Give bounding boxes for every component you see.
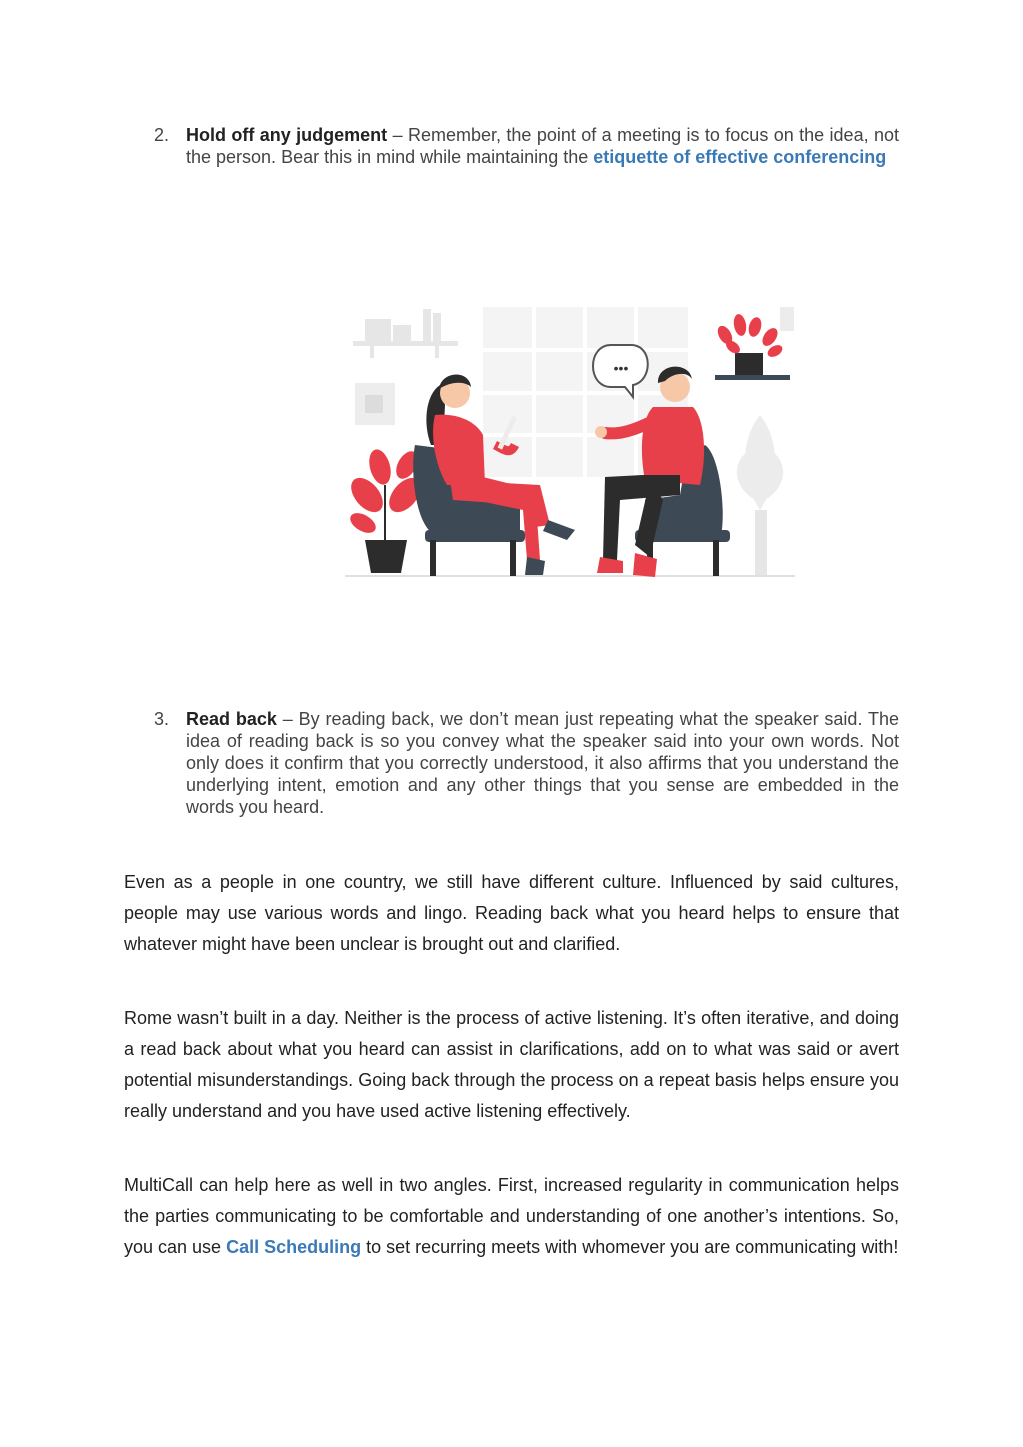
wall-frame — [355, 383, 395, 425]
shelf-left — [353, 309, 458, 358]
paragraph-text: MultiCall can help here as well in two angles. First, increased regularity in communication helps the parties communicating to be comfortable and understanding of one another’s intentions. So, you can use — [124, 1175, 899, 1257]
meeting-illustration — [335, 295, 805, 595]
paragraph-culture: Even as a people in one country, we still have different culture. Influenced by said cultures, people may use various words and lingo. Reading back what you heard helps to ensure that whatever might have been unclear is brought out and clarified. — [124, 872, 899, 954]
paragraph-rome: Rome wasn’t built in a day. Neither is the process of active listening. It’s often iterative, and doing a read back about what you heard can assist in clarifications, add on to what was said or avert potential misunderstandings. Going back through the process on a repeat basis helps ensure you really understand and you have used active listening effectively. — [124, 1008, 899, 1121]
list-item-text: – By reading back, we don’t mean just repeating what the speaker said. The idea of reading back is so you convey what the speaker said into your own words. Not only does it confirm that you correctly understood, it also affirms that you understand the underlying intent, emotion and any other things that you sense are embedded in the words you heard. — [186, 709, 899, 817]
call-scheduling-link[interactable]: Call Scheduling — [226, 1237, 362, 1257]
list-number: 3. — [154, 709, 170, 729]
shelf-right — [715, 307, 794, 380]
etiquette-link[interactable]: etiquette of effective conferencing — [593, 147, 887, 167]
list-item-heading: Read back — [186, 709, 277, 729]
list-number: 2. — [154, 125, 170, 145]
paragraph-text: to set recurring meets with whomever you are communicating with! — [361, 1237, 899, 1257]
list-item-text: – Remember, the point of a meeting is to focus on the idea, not the person. Bear this in mind while maintaining the — [186, 125, 899, 167]
list-item-heading: Hold off any judgement — [186, 125, 388, 145]
paragraph-multicall — [124, 1170, 899, 1263]
list-item-body — [186, 708, 899, 818]
speech-bubble-dots: ••• — [613, 360, 629, 376]
list-item-read-back — [154, 708, 899, 818]
list-item-hold-off-judgement — [154, 124, 899, 168]
plant-right — [737, 415, 783, 575]
list-item-body — [186, 124, 899, 168]
